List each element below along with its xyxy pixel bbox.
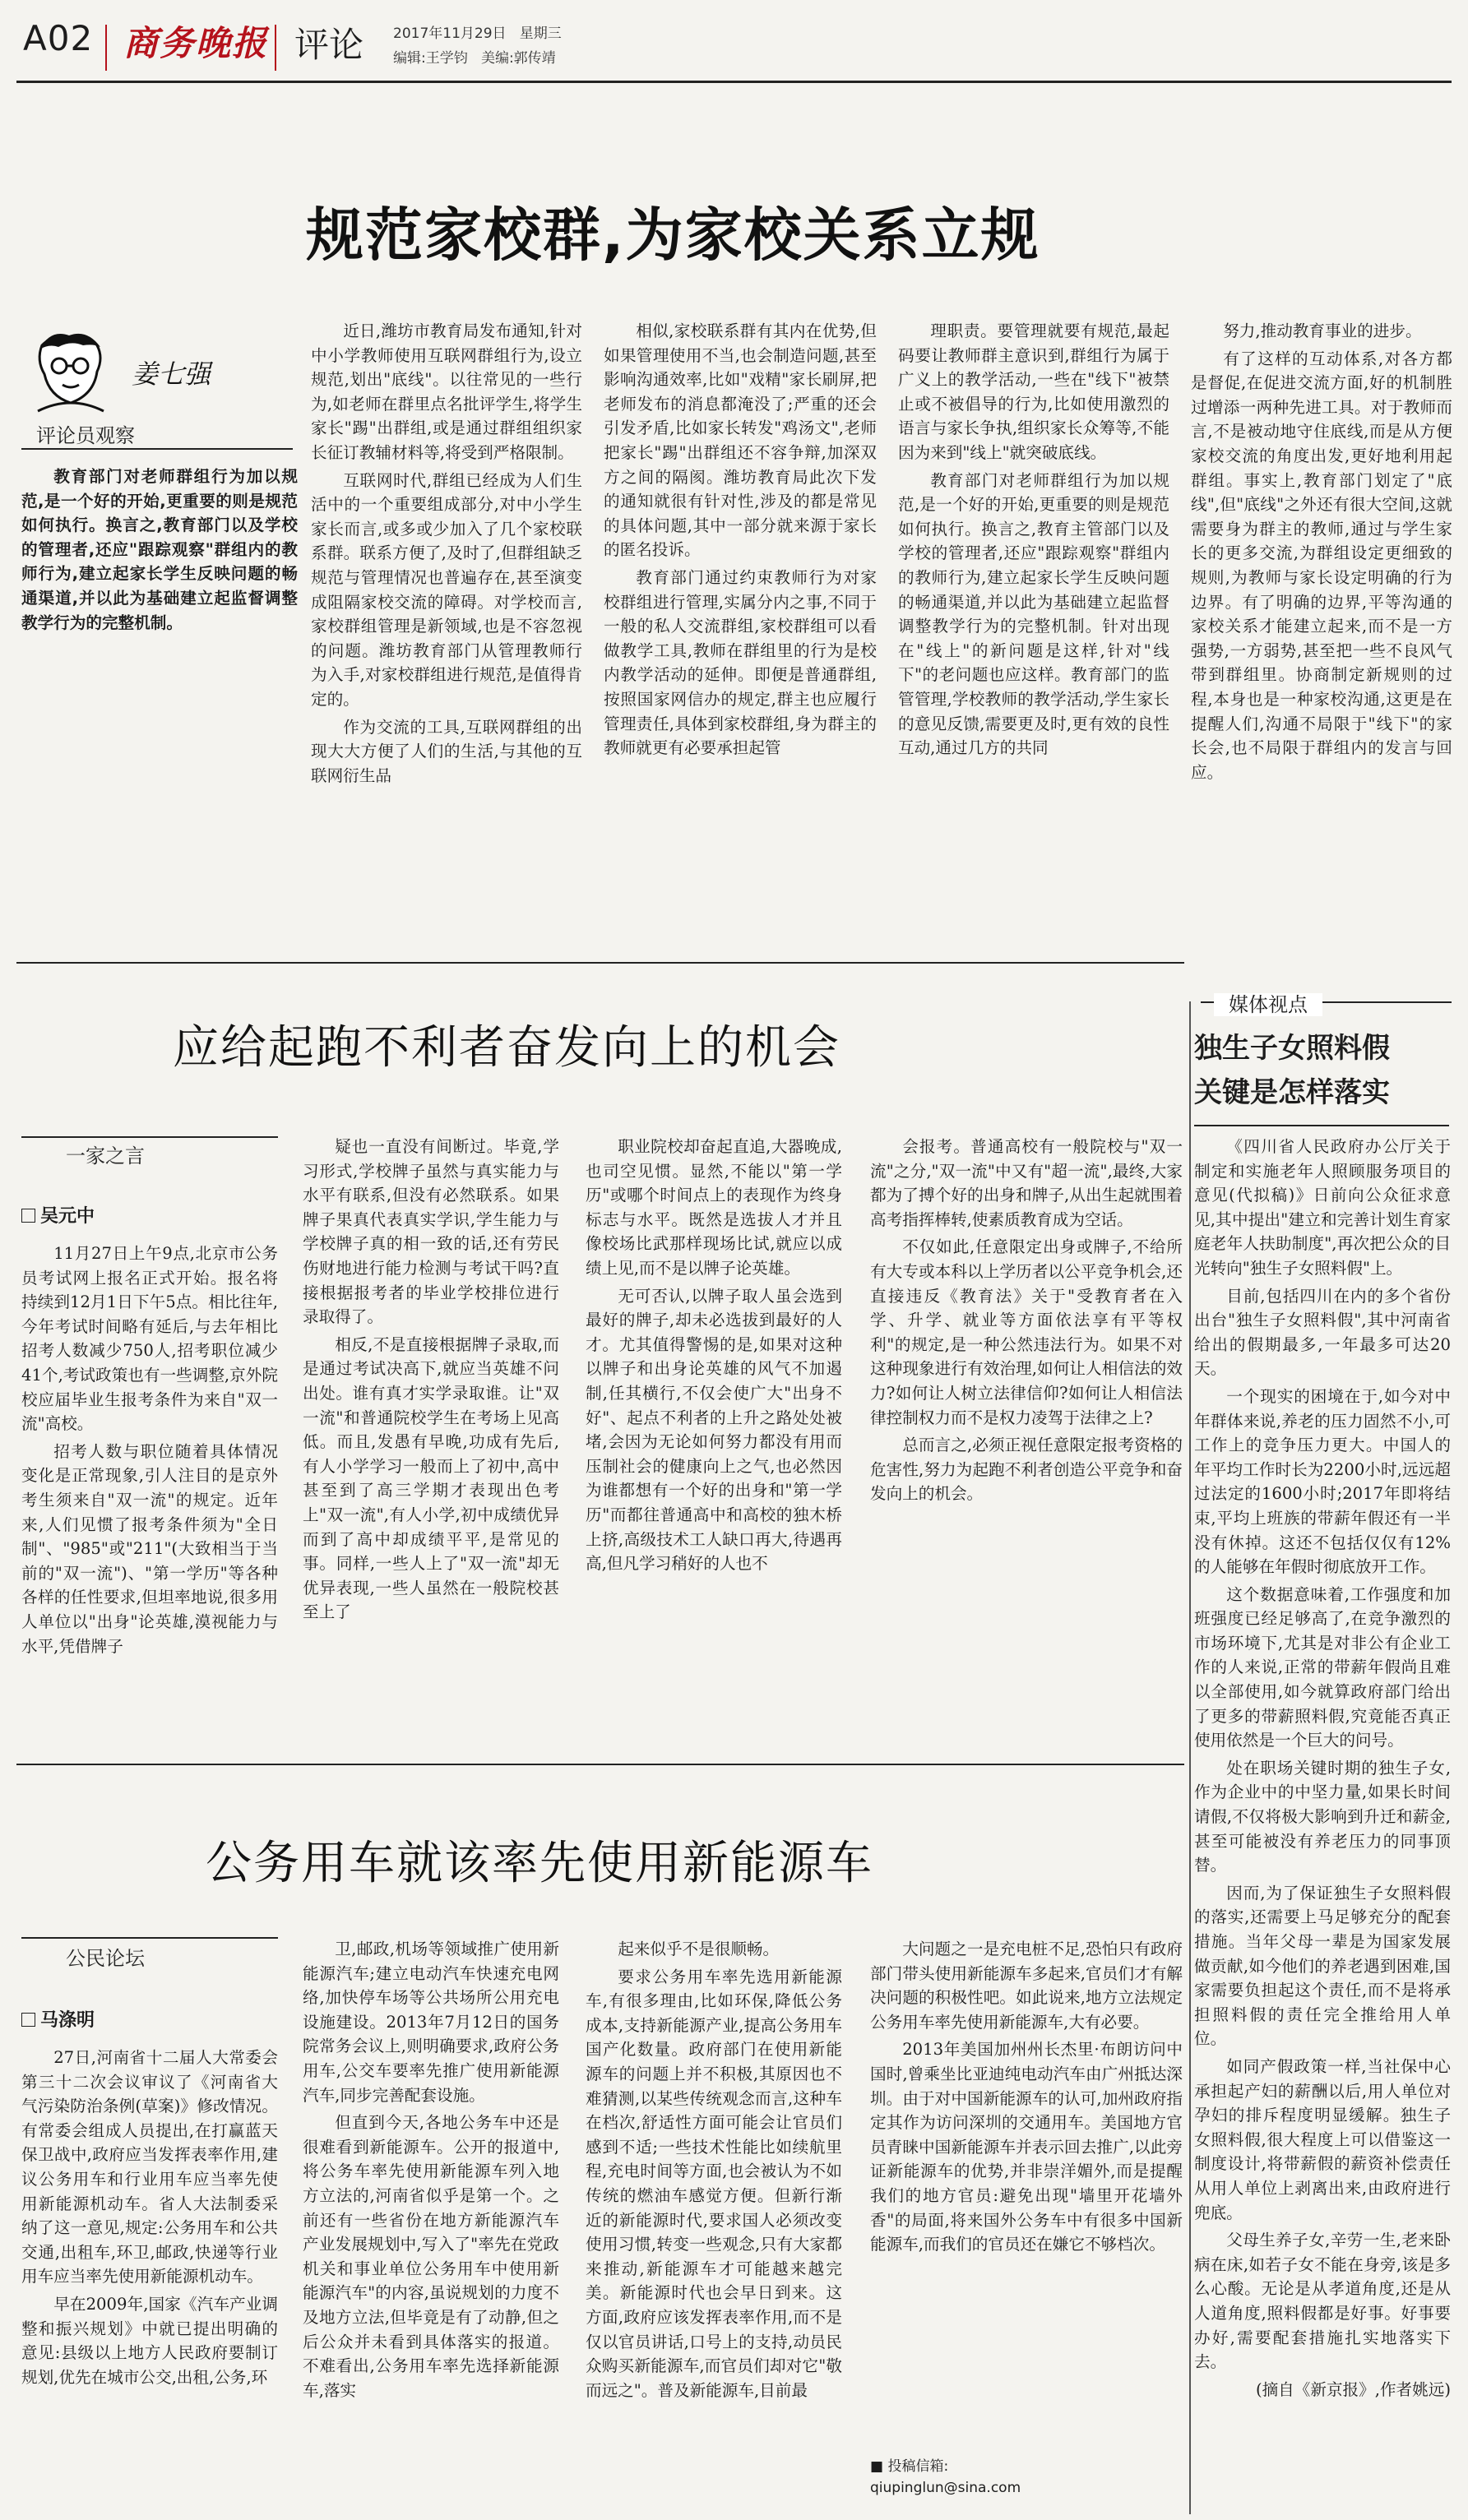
article-3-column-4: 大问题之一是充电桩不足,恐怕只有政府部门带头使用新能源车多起来,官员们才有解决问题的积极性吧。如此说来,地方立法规定公务用车率先使用新能源车,大有必要。 2013年美国加州州长杰里·布朗访问中国时,曾乘坐比亚迪纯电动汽车由广州抵达深圳。由于对中国新能源车的认可,加州政府指定其作为访问深圳的交通用车。美国地方官员青睐中国新能源车并表示回去推广,以此旁证新能源车的优势,并非崇洋媚外,而是提醒我们的地方官员:避免出现"墙里开花墙外香"的局面,将来国外公务车中有很多中国新能源车,而我们的官员还在嫌它不够档次。 [870, 1940, 1183, 2254]
article-3-column-3: 起来似乎不是很顺畅。 要求公务用车率先选用新能源车,有很多理由,比如环保,降低公务成本,支持新能源产业,提高公务用车国产化数量。政府部门在使用新能源车的问题上并不积极,其原因也不难猜测,以某些传统观念而言,这种车在档次,舒适性方面可能会让官员们感到不适;一些技术性能比如续航里程,充电时间等方面,也会被认为不如传统的燃油车感觉方便。但新行渐近的新能源时代,要求国人必须改变使用习惯,转变一些观念,只有大家都来推动,新能源车才可能越来越完美。新能源时代也会早日到来。这方面,政府应该发挥表率作用,而不是仅以官员讲话,口号上的支持,动员民众购买新能源车,而官员们却对它"敬而远之"。普及新能源车,目前最 [586, 1940, 842, 2400]
sidebar-source: (摘自《新京报》,作者姚远) [1255, 2379, 1451, 2399]
article-2-title: 应给起跑不利者奋发向上的机会 [173, 1021, 841, 1075]
sidebar-headline-rule [1194, 1125, 1449, 1126]
columnist-signature: 姜七强 [132, 358, 211, 390]
column-tag-rule [21, 1937, 278, 1939]
article-3-title: 公务用车就该率先使用新能源车 [206, 1837, 873, 1890]
issue-date: 2017年11月29日 星期三 [393, 25, 562, 42]
article-2-author: 吴元中 [21, 1202, 95, 1228]
article-1-lead: 教育部门对老师群组行为加以规范,是一个好的开始,更重要的则是规范如何执行。换言之,教育部门以及学校的管理者,还应"跟踪观察"群组内的教师行为,建立起家长学生反映问题的畅通渠道,并以此为基础建立起监督调整教学行为的完整机制。 [21, 467, 298, 632]
article-3-column-2: 卫,邮政,机场等领域推广使用新能源汽车;建立电动汽车快速充电网络,加快停车场等公共场所公用充电设施建设。2013年7月12日的国务院常务会议上,则明确要求,政府公务用车,公交车要率先推广使用新能源汽车,同步完善配套设施。 但直到今天,各地公务车中还是很难看到新能源车。公开的报道中,将公务车率先使用新能源车列入地方立法的,河南省似乎是第一个。之前还有一些省份在地方新能源汽车产业发展规划中,写入了"率先在党政机关和事业单位公务用车中使用新能源汽车"的内容,虽说规划的力度不及地方立法,但毕竟是有了动静,但之后公众并未看到具体落实的报道。不难看出,公务用车率先选择新能源车,落实 [303, 1940, 559, 2400]
section-rule [16, 962, 1184, 964]
column-tag-rule [21, 448, 293, 450]
article-1-column-4: 努力,推动教育事业的进步。 有了这样的互动体系,对各方都是督促,在促进交流方面,好的机制胜过增添一两种先进工具。对于教师而言,不是被动地守住底线,而是从方便家校交流的角度出发,更好地利用起群组。事实上,教育部门划定了"底线",但"底线"之外还有很大空间,这就需要身为群主的教师,通过与学生家长的更多交流,为群组设定更细致的规则,为教师与家长设定明确的行为边界。有了明确的边界,平等沟通的家校关系才能建立起来,而不是一方强势,一方弱势,甚至把一些不良风气带到群组里。协商制定新规则的过程,本身也是一种家校沟通,这更是在提醒人们,沟通不局限于"线下"的家长会,也不局限于群组内的发言与回应。 [1191, 321, 1452, 782]
article-1-column-2: 相似,家校联系群有其内在优势,但如果管理使用不当,也会制造问题,甚至影响沟通效率,比如"戏精"家长刷屏,把老师发布的消息都淹没了;严重的还会引发矛盾,比如家长转发"鸡汤文",老师把家长"踢"出群组还不容争辩,加深双方之间的隔阂。潍坊教育局此次下发的通知就很有针对性,涉及的都是常见的具体问题,其中一部分就来源于家长的匿名投诉。 教育部门通过约束教师行为对家校群组进行管理,实属分内之事,不同于一般的私人交流群组,家校群组可以看做教学工具,教师在群组里的行为是校内教学活动的延伸。即便是普通群组,按照国家网信办的规定,群主也应履行管理责任,具体到家校群组,身为群主的教师就更有必要承担起管 [604, 321, 877, 758]
sidebar-divider [1189, 1001, 1191, 2514]
sidebar-headline: 独生子女照料假 关键是怎样落实 [1194, 1032, 1390, 1109]
article-2-column-3: 职业院校却奋起直追,大器晚成,也司空见惯。显然,不能以"第一学历"或哪个时间点上的表现作为终身标志与水平。既然是选拔人才并且像校场比武那样现场比试,就应以成绩上见,而不是以牌子论英雄。 无可否认,以牌子取人虽会选到最好的牌子,却未必选拔到最好的人才。尤其值得警惕的是,如果对这种以牌子和出身论英雄的风气不加遏制,任其横行,不仅会使广大"出身不好"、起点不利者的上升之路处处被堵,会因为无论如何努力都没有用而压制社会的健康向上之气,也必然因为谁都想有一个好的出身和"第一学历"而都往普通高中和高校的独木桥上挤,高级技术工人缺口再大,待遇再高,但凡学习稍好的人也不 [586, 1137, 842, 1574]
column-tag-rule [21, 1136, 278, 1138]
paper-logo: 商务晚报 [123, 23, 269, 63]
article-1-column-1: 近日,潍坊市教育局发布通知,针对中小学教师使用互联网群组行为,设立规范,划出"底线"。以往常见的一些行为,如老师在群里点名批评学生,将学生家长"踢"出群组,或是通过群组组织家长征订教辅材料等,将受到严格限制。 互联网时代,群组已经成为人们生活中的一个重要组成部分,对中小学生家长而言,或多或少加入了几个家校联系群。联系方便了,及时了,但群组缺乏规范与管理情况也普遍存在,甚至演变成阻隔家校交流的障碍。对学校而言,家校群组管理是新领域,也是不容忽视的问题。潍坊教育部门从管理教师行为入手,对家校群组进行规范,是值得肯定的。 作为交流的工具,互联网群组的出现大大方便了人们的生活,与其他的互联网衍生品 [311, 321, 582, 785]
mail-icon: ■ [870, 2458, 884, 2475]
column-tag: 评论员观察 [36, 424, 135, 447]
article-1-column-3: 理职责。要管理就要有规范,最起码要让教师群主意识到,群组行为属于广义上的教学活动,一些在"线下"被禁止或不被倡导的行为,比如使用激烈的语言与家长争执,组织家长众筹等,不能因为来到"线上"就突破底线。 教育部门对老师群组行为加以规范,是一个好的开始,更重要的则是规范如何执行。换言之,教育主管部门以及学校的管理者,还应"跟踪观察"群组内的教师行为,建立起家长学生反映问题的畅通渠道,并以此为基础建立起监督调整教学行为的完整机制。针对出现在"线上"的新问题是这样,针对"线下"的老问题也应这样。教育部门的监管管理,学校教师的教学活动,学生家长的意见反馈,需要更及时,更有效的良性互动,通过几方的共同 [898, 321, 1169, 758]
column-tag: 一家之言 [66, 1144, 145, 1168]
section-name: 评论 [294, 25, 364, 65]
sidebar-tag: 媒体视点 [1214, 988, 1322, 1017]
editor-credits: 编辑:王学钧 美编:郭传靖 [393, 50, 556, 67]
article-1-title: 规范家校群,为家校关系立规 [306, 201, 1040, 269]
masthead-divider [105, 25, 107, 71]
section-rule [16, 1764, 1184, 1765]
article-2-column-1: 11月27日上午9点,北京市公务员考试网上报名正式开始。报名将持续到12月1日下午5点。相比往年,今年考试时间略有延后,与去年相比招考人数减少750人,招考职位减少41个,考试政策也有一些调整,京外院校应届毕业生报考条件为来自"双一流"高校。 招考人数与职位随着具体情况变化是正常现象,引人注目的是京外考生须来自"双一流"的规定。近年来,人们见惯了报考条件须为"全日制"、"985"或"211"(大致相当于当前的"双一流")、"第一学历"等各种各样的任性要求,但坦率地说,很多用人单位以"出身"论英雄,漠视能力与水平,凭借牌子 [21, 1244, 278, 1656]
article-3-author: 马涤明 [21, 2006, 95, 2032]
article-3-column-1: 27日,河南省十二届人大常委会第三十二次会议审议了《河南省大气污染防治条例(草案)》修改情况。有常委会组成人员提出,在打赢蓝天保卫战中,政府应当发挥表率作用,建议公务用车和行业用车应当率先使用新能源机动车。省人大法制委采纳了这一意见,规定:公务用车和公共交通,出租车,环卫,邮政,快递等行业用车应当率先使用新能源机动车。 早在2009年,国家《汽车产业调整和振兴规划》中就已提出明确的意见:县级以上地方人民政府要制订规划,优先在城市公交,出租,公务,环 [21, 2048, 278, 2387]
article-2-column-4: 会报考。普通高校有一般院校与"双一流"之分,"双一流"中又有"超一流",最终,大家都为了搏个好的出身和牌子,从出生起就围着高考指挥棒转,使素质教育成为空话。 不仅如此,任意限定出身或牌子,不给所有大专或本科以上学历者以公平竞争机会,还直接违反《教育法》关于"受教育者在入学、升学、就业等方面依法享有平等权利"的规定,是一种公然违法行为。如果不对这种现象进行有效治理,如何让人相信法的效力?如何让人树立法律信仰?如何让人相信法律控制权力而不是权力凌驾于法律之上? 总而言之,必须正视任意限定报考资格的危害性,努力为起跑不利者创造公平竞争和奋发向上的机会。 [870, 1137, 1183, 1504]
sidebar-body: 《四川省人民政府办公厅关于制定和实施老年人照顾服务项目的意见(代拟稿)》日前向公众征求意见,其中提出"建立和完善计划生育家庭老年人扶助制度",再次把公众的目光转向"独生子女照料假"上。 目前,包括四川在内的多个省份出台"独生子女照料假",其中河南省给出的假期最多,一年最多可达20天。 一个现实的困境在于,如今对中年群体来说,养老的压力固然不小,可工作上的竞争压力更大。中国人的年平均工作时长为2200小时,远远超过法定的1600小时;2017年即将结束,平均上班族的带薪年假还有一半没有休掉。这还不包括仅仅有12%的人能够在年假时彻底放开工作。 这个数据意味着,工作强度和加班强度已经足够高了,在竞争激烈的市场环境下,尤其是对非公有企业工作的人来说,正常的带薪年假尚且难以全部使用,如今就算政府部门给出了更多的带薪照料假,究竟能否真正使用依然是一个巨大的问号。 处在职场关键时期的独生子女,作为企业中的中坚力量,如果长时间请假,不仅将极大影响到升迁和薪金,甚至可能被没有养老压力的同事顶替。 因而,为了保证独生子女照料假的落实,还需要上马足够充分的配套措施。当年父母一辈是为国家发展做贡献,如今他们的养老遇到困难,国家需要负担起这个责任,而不是将承担照料假的责任完全推给用人单位。 如同产假政策一样,当社保中心承担起产妇的薪酬以后,用人单位对孕妇的排斥程度明显缓解。独生子女照料假,很大程度上可以借鉴这一制度设计,将带薪假的薪资补偿责任从用人单位上剥离出来,由政府进行兜底。 父母生养子女,辛劳一生,老来卧病在床,如若子女不能在身旁,该是多么心酸。无论是从孝道角度,还是从人道角度,照料假都是好事。好事要办好,需要配套措施扎实地落实下去。 (摘自《新京报》,作者姚远) [1194, 1135, 1451, 2516]
masthead-rule [16, 81, 1452, 83]
submission-contact: ■ 投稿信箱: qiupinglun@sina.com [870, 2458, 1021, 2496]
article-2-column-2: 疑也一直没有间断过。毕竟,学习形式,学校牌子虽然与真实能力与水平有联系,但没有必然联系。如果牌子果真代表真实学识,学生能力与学校牌子真的相一致的话,还有劳民伤财地进行能力检测与考试干吗?直接根据报考者的毕业学校排位进行录取得了。 相反,不是直接根据牌子录取,而是通过考试决高下,就应当英雄不问出处。谁有真才实学录取谁。让"双一流"和普通院校学生在考场上见高低。而且,发愚有早晚,功成有先后,有人小学学习一般而上了初中,高中甚至到了高三学期才表现出色考上"双一流",有人小学,初中成绩优异而到了高中却成绩平平,是常见的事。同样,一些人上了"双一流"却无优异表现,一些人虽然在一般院校甚至上了 [303, 1137, 559, 1622]
page-number: A02 [23, 18, 94, 58]
masthead-divider [275, 25, 276, 71]
column-tag: 公民论坛 [66, 1947, 145, 1970]
